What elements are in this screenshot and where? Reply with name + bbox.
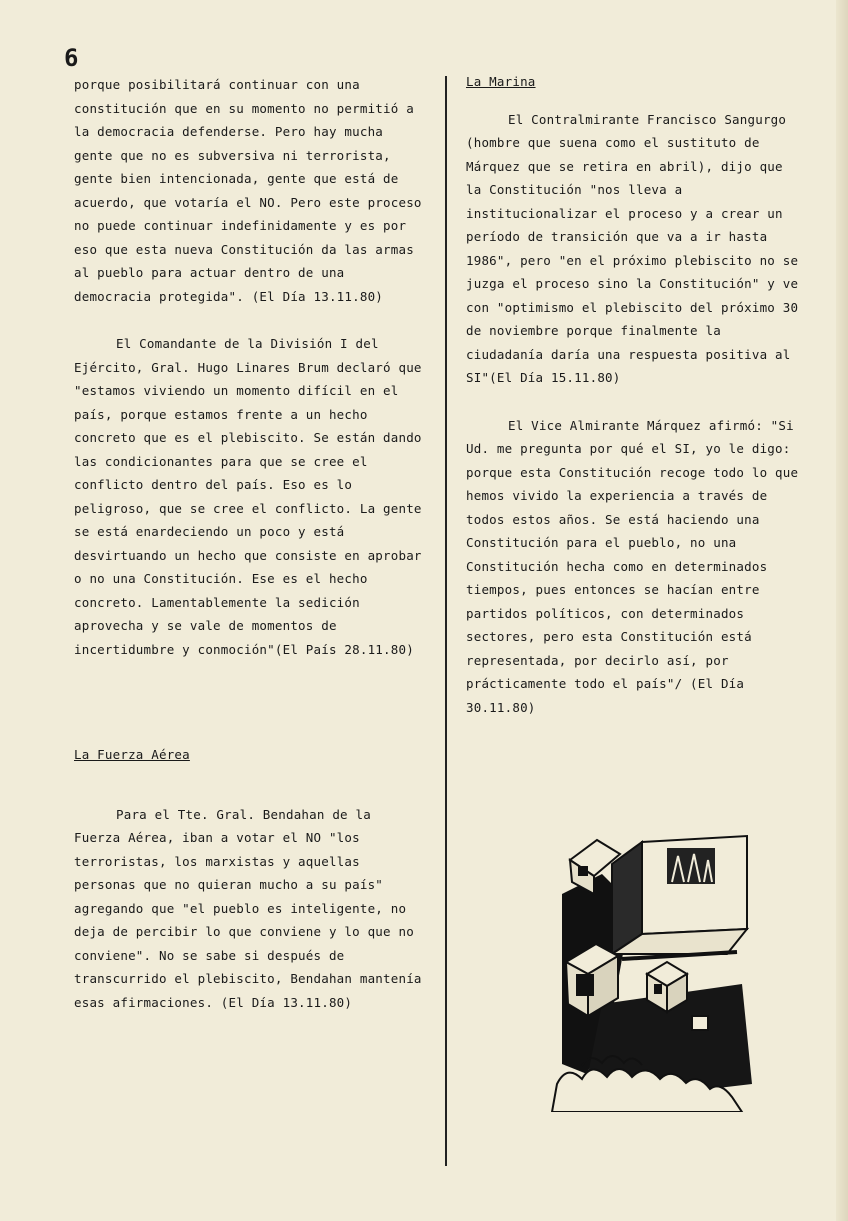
section-heading-fuerza-aerea: La Fuerza Aérea <box>74 747 190 762</box>
section-heading-marina: La Marina <box>466 74 536 89</box>
left-paragraph-continuation: porque posibilitará continuar con una constitución que en su momento no permitió a la democracia defenderse. Pero hay mucha gente que no es subversiva ni terrorista, gente bien intencionada, gente que está de acuerdo, que votaría el NO. Pero este proceso no puede continuar indefinidamente y es por eso que esta nueva Constitución da las armas al pueblo para actuar dentro de una democracia protegida". (El Día 13.11.80) <box>74 77 422 304</box>
page-edge-shadow <box>836 0 848 1221</box>
left-column <box>74 73 424 1014</box>
column-divider <box>445 76 447 1166</box>
right-paragraph-vice-almirante: El Vice Almirante Márquez afirmó: "Si Ud. me pregunta por qué el SI, yo le digo: porque esta Constitución recoge todo lo que hemos vivido la experiencia a través de todos estos años. Se está haciendo una Constitución para el pueblo, no una Constitución hecha como en determinados tiempos, pues entonces se hacían entre partidos políticos, con determinados sectores, pero esta Constitución está representada, por decirlo así, por prácticamente todo el país"/ (El Día 30.11.80) <box>466 417 799 715</box>
left-paragraph-army-commander: El Comandante de la División I del Ejército, Gral. Hugo Linares Brum declaró que "estamos viviendo un momento difícil en el país, porque estamos frente a un hecho concreto que es el plebiscito. Se están dando las condicionantes para que se cree el conflicto dentro del país. Eso es lo peligroso, que se cree el conflicto. La gente se está enardeciendo un poco y está desvirtuando un hecho que consiste en aprobar o no una Constitución. Ese es el hecho concreto. Lamentablemente la sedición aprovecha y se vale de momentos de incertidumbre y conmoción"(El País 28.11.80) <box>74 336 422 657</box>
right-paragraph-contralmirante: El Contralmirante Francisco Sangurgo (hombre que suena como el sustituto de Márquez que se retira en abril), dijo que la Constitución "nos lleva a institucionalizar el proceso y a crear un período de transición que va a ir hasta 1986", pero "en el próximo plebiscito no se juzga el proceso sino la Constitución" y ve con "optimismo el plebiscito del próximo 30 de noviembre porque finalmente la ciudadanía daría una respuesta positiva al SI"(El Día 15.11.80) <box>466 111 799 385</box>
left-paragraph-air-force: Para el Tte. Gral. Bendahan de la Fuerza Aérea, iban a votar el NO "los terroristas, los marxistas y aquellas personas que no quieran mucho a su país" agregando que "el pueblo es inteligente, no deja de percibir lo que conviene y lo que no conviene". No se sabe si después de transcurrido el plebiscito, Bendahan mantenía esas afirmaciones. (El Día 13.11.80) <box>74 806 422 1010</box>
page-number: 6 <box>64 44 79 72</box>
tumbling-houses-illustration <box>542 834 757 1112</box>
right-column <box>466 70 801 719</box>
